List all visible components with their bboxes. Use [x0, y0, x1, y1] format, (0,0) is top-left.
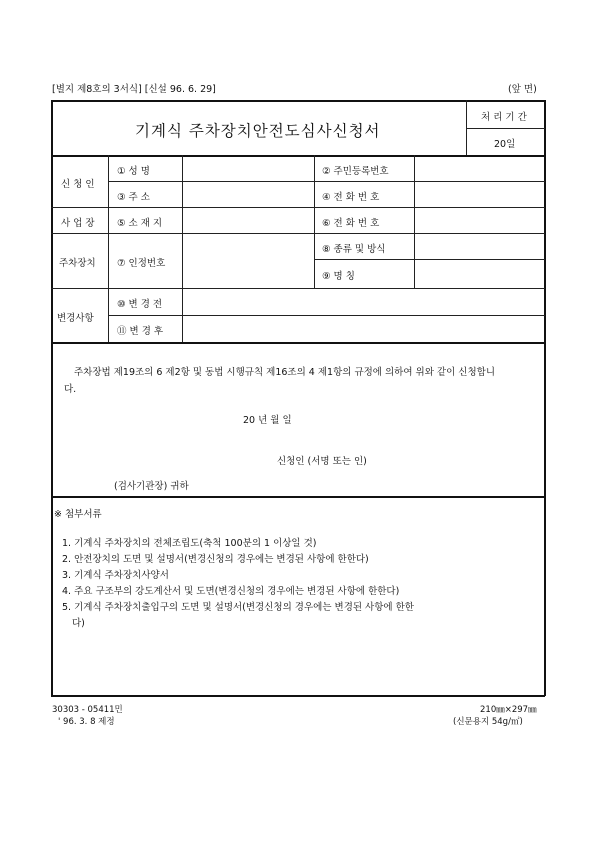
field-name-label: ① 성 명 — [117, 166, 150, 177]
statement-line-1: 주차장법 제19조의 6 제2항 및 동법 시행규칙 제16조의 4 제1항의 규정에 의하여 위와 같이 신청합니 — [74, 367, 496, 378]
row-line-6 — [108, 315, 545, 316]
processing-mid-line — [466, 128, 545, 129]
frame-bottom — [51, 695, 545, 697]
row-line-5 — [51, 288, 545, 289]
attachment-item-continuation: 다) — [72, 618, 85, 629]
attachment-item: 5. 기계식 주차장치출입구의 도면 및 설명서(변경신청의 경우에는 변경된 사항에 한한 — [62, 602, 414, 613]
field-phone2-label: ⑥ 전 화 번 호 — [322, 218, 380, 229]
page-side-label: (앞 면) — [508, 84, 537, 95]
row-line-2 — [51, 207, 545, 208]
field-designation-label: ⑨ 명 칭 — [322, 271, 355, 282]
statement-signer: 신청인 (서명 또는 인) — [277, 456, 367, 467]
processing-period-value: 20일 — [494, 139, 516, 150]
frame-right — [544, 100, 546, 696]
footer-paper-type: (신문용지 54g/㎡) — [453, 717, 523, 727]
footer-form-code: 30303 - 05411민 — [52, 705, 123, 715]
attachments-heading: ※ 첨부서류 — [54, 509, 102, 520]
section-parking-device: 주차장치 — [59, 258, 96, 269]
row-line-1 — [108, 181, 545, 182]
field-address-label: ③ 주 소 — [117, 192, 150, 203]
field-after-label: ⑪ 변 경 후 — [117, 326, 164, 337]
attachment-item: 3. 기계식 주차장치사양서 — [62, 570, 169, 581]
section-business: 사 업 장 — [61, 218, 95, 229]
frame-top — [51, 100, 545, 102]
col-line-1 — [108, 155, 109, 342]
statement-bottom-line — [51, 496, 545, 498]
section-changes: 변경사항 — [57, 313, 94, 324]
statement-date: 20 년 월 일 — [243, 415, 292, 426]
field-before-label: ⑩ 변 경 전 — [117, 299, 163, 310]
field-approval-no-label: ⑦ 인정번호 — [117, 258, 166, 269]
statement-recipient: (검사기관장) 귀하 — [114, 481, 189, 492]
col-line-2 — [182, 155, 183, 342]
row-line-4 — [314, 259, 545, 260]
col-line-3 — [314, 155, 315, 288]
processing-period-label: 처 리 기 간 — [481, 112, 527, 123]
field-phone1-label: ④ 전 화 번 호 — [322, 192, 380, 203]
section-applicant: 신 청 인 — [61, 179, 95, 190]
title-bottom-line — [51, 155, 545, 157]
frame-left — [51, 100, 53, 696]
footer-enactment-date: ' 96. 3. 8 제정 — [58, 717, 115, 727]
row-line-7 — [51, 342, 545, 344]
footer-paper-size: 210㎜×297㎜ — [480, 705, 537, 715]
row-line-3 — [51, 233, 545, 234]
field-location-label: ⑤ 소 재 지 — [117, 218, 163, 229]
field-type-method-label: ⑧ 종류 및 방식 — [322, 244, 386, 255]
field-resident-no-label: ② 주민등록번호 — [322, 166, 389, 177]
attachment-item: 2. 안전장치의 도면 및 설명서(변경신청의 경우에는 변경된 사항에 한한다) — [62, 554, 369, 565]
form-title: 기계식 주차장치안전도심사신청서 — [135, 122, 381, 140]
attachment-item: 1. 기계식 주차장치의 전체조립도(축척 100분의 1 이상일 것) — [62, 538, 317, 549]
col-line-4 — [414, 155, 415, 288]
statement-line-2: 다. — [64, 384, 77, 395]
attachment-item: 4. 주요 구조부의 강도계산서 및 도면(변경신청의 경우에는 변경된 사항에 한한다) — [62, 586, 400, 597]
form-reference: [별지 제8호의 3서식] [신설 96. 6. 29] — [52, 84, 216, 95]
